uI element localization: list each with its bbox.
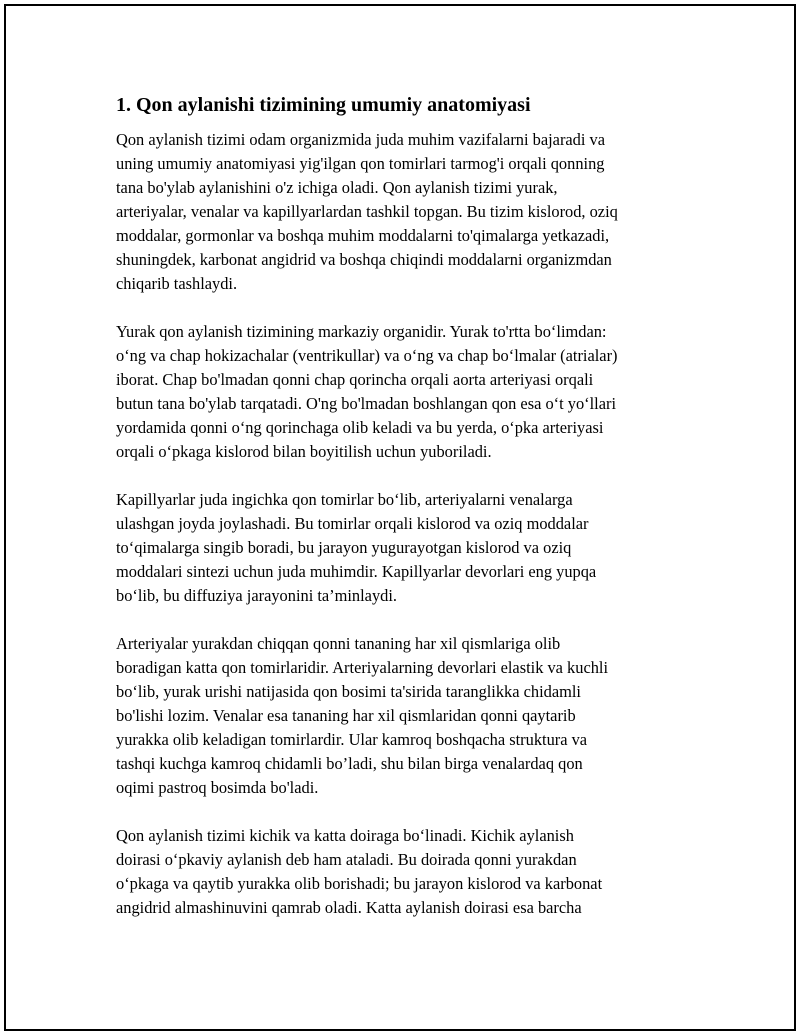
text-line: tana bo'ylab aylanishini o'z ichiga oladi. Qon aylanish tizimi yurak, bbox=[116, 178, 558, 197]
paragraph bbox=[116, 488, 676, 608]
paragraph bbox=[116, 824, 676, 920]
paragraph-list bbox=[116, 128, 676, 920]
text-line: bo‘lib, bu diffuziya jarayonini ta’minlaydi. bbox=[116, 586, 398, 605]
text-line: doirasi o‘pkaviy aylanish deb ham ataladi. Bu doirada qonni yurakdan bbox=[116, 850, 577, 869]
text-line: chiqarib tashlaydi. bbox=[116, 274, 238, 293]
text-line: butun tana bo'ylab tarqatadi. O'ng bo'lmadan boshlangan qon esa o‘t yo‘llari bbox=[116, 394, 616, 413]
text-line: bo‘lib, yurak urishi natijasida qon bosimi ta'sirida taranglikka chidamli bbox=[116, 682, 581, 701]
text-line: angidrid almashinuvini qamrab oladi. Katta aylanish doirasi esa barcha bbox=[116, 898, 582, 917]
text-line: tashqi kuchga kamroq chidamli bo’ladi, shu bilan birga venalardaq qon bbox=[116, 754, 583, 773]
text-line: to‘qimalarga singib boradi, bu jarayon yugurayotgan kislorod va oziq bbox=[116, 538, 572, 557]
document-body bbox=[116, 92, 676, 944]
text-line: moddalar, gormonlar va boshqa muhim moddalarni to'qimalarga yetkazadi, bbox=[116, 226, 610, 245]
text-line: Kapillyarlar juda ingichka qon tomirlar bo‘lib, arteriyalarni venalarga bbox=[116, 490, 573, 509]
text-line: yurakka olib keladigan tomirlardir. Ular kamroq boshqacha struktura va bbox=[116, 730, 588, 749]
text-line: arteriyalar, venalar va kapillyarlardan tashkil topgan. Bu tizim kislorod, oziq bbox=[116, 202, 618, 221]
text-line: moddalari sintezi uchun juda muhimdir. Kapillyarlar devorlari eng yupqa bbox=[116, 562, 597, 581]
text-line: iborat. Chap bo'lmadan qonni chap qorincha orqali aorta arteriyasi orqali bbox=[116, 370, 594, 389]
text-line: Qon aylanish tizimi kichik va katta doiraga bo‘linadi. Kichik aylanish bbox=[116, 826, 574, 845]
text-line: Arteriyalar yurakdan chiqqan qonni tananing har xil qismlariga olib bbox=[116, 634, 561, 653]
text-line: shuningdek, karbonat angidrid va boshqa chiqindi moddalarni organizmdan bbox=[116, 250, 612, 269]
text-line: yordamida qonni o‘ng qorinchaga olib keladi va bu yerda, o‘pka arteriyasi bbox=[116, 418, 604, 437]
section-heading: 1. Qon aylanishi tizimining umumiy anatomiyasi bbox=[116, 94, 531, 116]
text-line: orqali o‘pkaga kislorod bilan boyitilish uchun yuboriladi. bbox=[116, 442, 492, 461]
text-line: uning umumiy anatomiyasi yig'ilgan qon tomirlari tarmog'i orqali qonning bbox=[116, 154, 605, 173]
text-line: o‘ng va chap hokizachalar (ventrikullar) va o‘ng va chap bo‘lmalar (atrialar) bbox=[116, 346, 618, 365]
text-line: boradigan katta qon tomirlaridir. Arteriyalarning devorlari elastik va kuchli bbox=[116, 658, 609, 677]
paragraph bbox=[116, 128, 676, 296]
paragraph bbox=[116, 632, 676, 800]
text-line: Yurak qon aylanish tizimining markaziy organidir. Yurak to'rtta bo‘limdan: bbox=[116, 322, 607, 341]
text-line: o‘pkaga va qaytib yurakka olib borishadi; bu jarayon kislorod va karbonat bbox=[116, 874, 603, 893]
text-line: oqimi pastroq bosimda bo'ladi. bbox=[116, 778, 319, 797]
text-line: ulashgan joyda joylashadi. Bu tomirlar orqali kislorod va oziq moddalar bbox=[116, 514, 589, 533]
paragraph bbox=[116, 320, 676, 464]
text-line: bo'lishi lozim. Venalar esa tananing har xil qismlaridan qonni qaytarib bbox=[116, 706, 576, 725]
text-line: Qon aylanish tizimi odam organizmida juda muhim vazifalarni bajaradi va bbox=[116, 130, 605, 149]
